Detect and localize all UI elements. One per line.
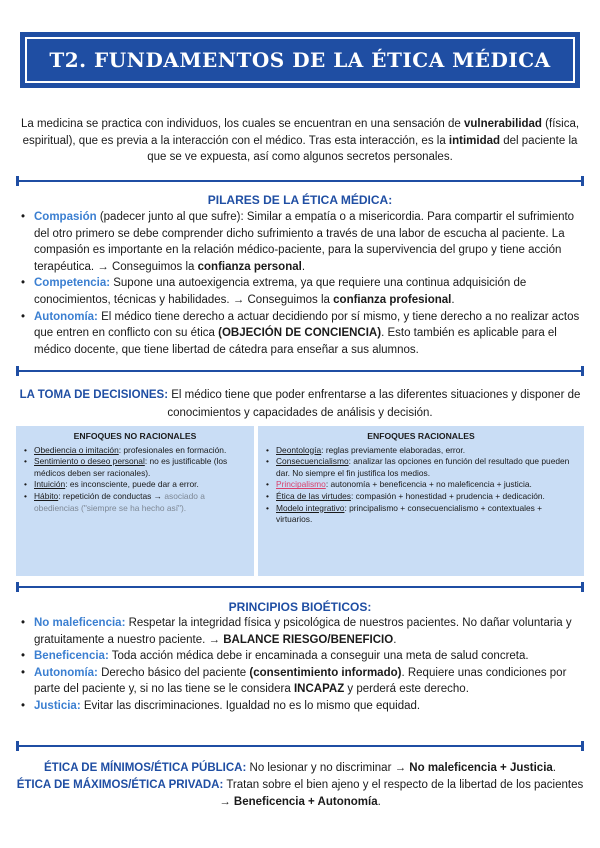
etica-conclusion <box>14 760 586 811</box>
list-item <box>266 445 576 457</box>
principios-heading: PRINCIPIOS BIOÉTICOS: <box>228 600 372 614</box>
panel-title: ENFOQUES RACIONALES <box>367 431 475 441</box>
item-text: . Requiere unas condiciones por parte del paciente y, si no las tiene se le considera <box>34 666 567 696</box>
list-item <box>266 456 576 479</box>
list-item <box>20 209 586 275</box>
list-item <box>24 445 246 457</box>
racionales-panel <box>258 426 584 576</box>
item-term: Sentimiento o deseo personal <box>34 456 145 467</box>
item-term: No maleficencia: <box>34 617 126 629</box>
pilares-heading: PILARES DE LA ÉTICA MÉDICA: <box>207 193 393 207</box>
item-text: : autonomía + beneficencia + no maleficencia + justicia. <box>325 479 532 490</box>
list-item <box>20 615 586 648</box>
list-item <box>24 479 246 491</box>
no-racionales-panel <box>16 426 254 576</box>
item-note: asociado a obediencias ("siempre se ha hecho así"). <box>34 490 205 513</box>
item-text: . <box>393 633 397 646</box>
item-term: Deontología <box>276 444 322 455</box>
list-item <box>20 665 586 698</box>
item-term: Consecuencialismo <box>276 456 349 467</box>
item-term: Intuición <box>34 479 66 490</box>
item-term: Principalismo <box>276 479 326 490</box>
item-text: : reglas previamente elaboradas, error. <box>321 444 466 455</box>
item-text: : profesionales en formación. <box>118 444 227 455</box>
item-term: Ética de las virtudes <box>276 490 351 501</box>
item-term: Autonomía: <box>34 666 98 679</box>
item-text: . <box>301 260 306 273</box>
list-item <box>20 648 586 665</box>
page-title: T2. FUNDAMENTOS DE LA ÉTICA MÉDICA <box>25 37 575 83</box>
intro-bold: vulnerabilidad <box>464 118 542 130</box>
item-term: Beneficencia: <box>34 650 109 663</box>
item-text: (padecer junto al que sufre): Similar a empatía o a misericordia. Para compartir el sufrimiento del otro primero se debe comprender dicho sufrimiento a través de una labor de escucha al paciente. La compasión es importante en la relación médico-paciente, para la supervivencia del grupo y tiene acción terapéutica. → Conseguimos la <box>34 211 575 273</box>
intro-bold: intimidad <box>448 134 501 147</box>
list-item <box>266 503 576 526</box>
minimos-text: No lesionar y no discriminar → <box>246 762 410 774</box>
maximos-lead: ÉTICA DE MÁXIMOS/ÉTICA PRIVADA: <box>16 779 224 791</box>
section-divider <box>16 370 584 372</box>
principios-list <box>20 615 586 715</box>
list-item <box>24 456 246 479</box>
item-bold: confianza personal <box>197 260 302 273</box>
item-term: Justicia: <box>34 699 81 712</box>
item-bold: (OBJECIÓN DE CONCIENCIA) <box>218 327 382 340</box>
panel-title: ENFOQUES NO RACIONALES <box>73 431 197 441</box>
list-item <box>266 491 576 503</box>
item-text: y perderá este derecho. <box>344 683 469 696</box>
intro-text: La medicina se practica con individuos, los cuales se encuentran en una sensación de <box>20 118 464 130</box>
item-text: : analizar las opciones en función del resultado que pueden dar. No siempre el fin justifica los medios. <box>276 456 570 478</box>
item-text: Supone una autoexigencia extrema, ya que requiere una continua adquisición de conocimientos, técnicas y habilidades. → Conseguimos la <box>34 277 527 306</box>
section-divider <box>16 745 584 747</box>
intro-text: (física, espiritual), que es previa a la interacción con el médico. Tras esta interacción, es la <box>22 118 580 147</box>
item-text: Evitar las discriminaciones. Igualdad no es lo mismo que equidad. <box>80 699 421 712</box>
maximos-text: . <box>377 796 381 808</box>
item-text: Respetar la integridad física y psicológica de nuestros pacientes. No dañar voluntaria y gratuitamente a nuestro paciente. → <box>34 617 572 646</box>
title-banner <box>20 32 580 88</box>
intro-paragraph <box>12 116 588 166</box>
item-text: El médico tiene derecho a actuar decidiendo por sí mismo, y tiene derecho a no realizar actos que entren en conflicto con su ética <box>34 310 580 340</box>
list-item <box>20 275 586 308</box>
pilares-list <box>20 209 586 358</box>
item-term: Compasión <box>34 211 97 223</box>
item-term: Obediencia o imitación <box>34 444 119 455</box>
item-term: Autonomía: <box>34 310 98 323</box>
section-divider <box>16 180 584 182</box>
decisiones-text: El médico tiene que poder enfrentarse a las diferentes situaciones y disponer de conocimientos y capacidades de análisis y decisión. <box>167 389 581 419</box>
item-term: Modelo integrativo <box>276 502 345 513</box>
item-text: . Esto también es aplicable para el médico docente, que tiene libertad de cátedra para enseñar a sus alumnos. <box>34 327 557 356</box>
list-item <box>24 491 246 514</box>
minimos-text: . <box>552 762 556 774</box>
section-divider <box>16 586 584 588</box>
item-text: Derecho básico del paciente <box>97 666 250 679</box>
item-bold: confianza profesional <box>333 293 452 306</box>
maximos-text: Tratan sobre el bien ajeno y el respecto de la libertad de los pacientes → <box>219 779 584 808</box>
intro-text: del paciente la que se ve expuesta, así como algunos secretos personales. <box>147 134 578 163</box>
item-text: : es inconsciente, puede dar a error. <box>65 479 199 490</box>
maximos-bold: Beneficencia + Autonomía <box>233 796 378 808</box>
racionales-list <box>266 445 576 526</box>
item-term: Hábito <box>34 490 59 501</box>
item-text: : no es justificable (los médicos deben ser racionales). <box>34 456 228 478</box>
item-bold: (consentimiento informado) <box>249 666 402 679</box>
item-text: Toda acción médica debe ir encaminada a conseguir una meta de salud concreta. <box>108 650 529 663</box>
decisiones-lead: LA TOMA DE DECISIONES: <box>19 389 169 401</box>
item-text: : compasión + honestidad + prudencia + dedicación. <box>350 490 545 501</box>
minimos-lead: ÉTICA DE MÍNIMOS/ÉTICA PÚBLICA: <box>44 762 247 774</box>
list-item <box>20 309 586 359</box>
item-bold: INCAPAZ <box>293 683 345 696</box>
item-text: : principalismo + consecuencialismo + contextuales + virtuarios. <box>276 502 543 525</box>
item-text: . <box>451 293 455 306</box>
list-item <box>20 698 586 715</box>
minimos-bold: No maleficencia + Justicia <box>409 762 553 774</box>
item-term: Competencia: <box>34 277 111 290</box>
list-item <box>266 479 576 491</box>
decisiones-paragraph <box>16 386 584 422</box>
item-bold: BALANCE RIESGO/BENEFICIO <box>223 633 394 646</box>
no-racionales-list <box>24 445 246 515</box>
item-text: : repetición de conductas → <box>58 490 165 501</box>
